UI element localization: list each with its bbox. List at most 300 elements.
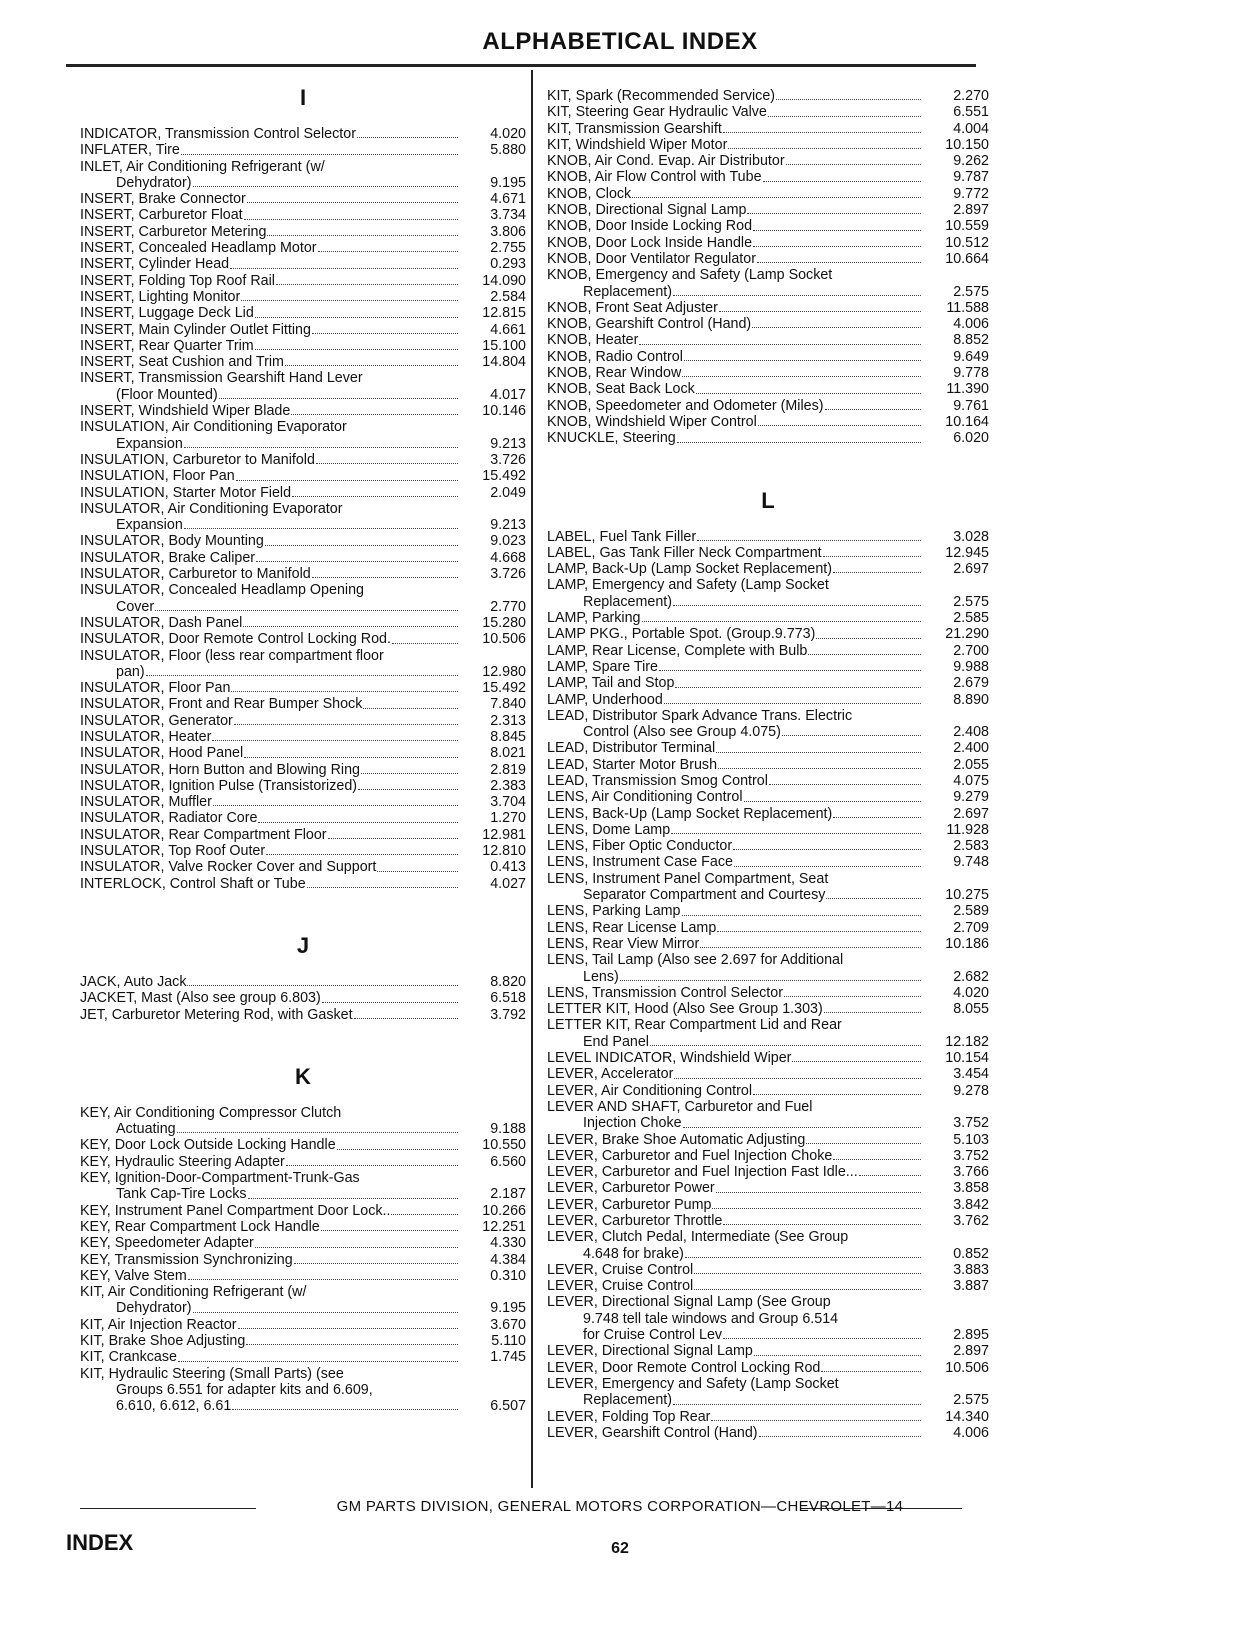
entry-page-ref: 0.293 <box>490 256 526 273</box>
entry-label: pan) <box>116 663 145 680</box>
index-entry-line <box>80 517 526 533</box>
entry-page-ref: 4.330 <box>490 1235 526 1252</box>
entry-page-ref: 4.006 <box>953 1424 989 1441</box>
entry-label: LEVER, Cruise Control <box>547 1278 694 1295</box>
entry-page-ref: 2.697 <box>953 561 989 578</box>
entry-label: (Floor Mounted) <box>116 386 218 403</box>
index-entry-line <box>80 403 526 419</box>
index-entry <box>80 501 526 534</box>
entry-label: INSULATOR, Front and Rear Bumper Shock <box>80 696 363 713</box>
dot-leader <box>184 528 458 529</box>
entry-label: KEY, Ignition-Door-Compartment-Trunk-Gas <box>80 1170 360 1187</box>
entry-page-ref: 2.313 <box>490 712 526 729</box>
index-entry <box>80 191 526 207</box>
dot-leader <box>255 317 458 318</box>
entry-page-ref: 10.146 <box>482 403 526 420</box>
left-column <box>80 80 526 1414</box>
index-entry <box>547 153 989 169</box>
index-entry <box>80 1154 526 1170</box>
entry-label: INSULATOR, Carburetor to Manifold <box>80 566 311 583</box>
entry-label: LEVER, Door Remote Control Locking Rod <box>547 1359 821 1376</box>
index-entry-line <box>80 142 526 158</box>
index-entry-line <box>80 322 526 338</box>
entry-page-ref: 9.278 <box>953 1082 989 1099</box>
entry-page-ref: 2.187 <box>490 1186 526 1203</box>
index-entry-line <box>547 594 989 610</box>
entry-page-ref: 2.400 <box>953 740 989 757</box>
entry-page-ref: 14.340 <box>945 1408 989 1425</box>
entry-label: LAMP, Back-Up (Lamp Socket Replacement) <box>547 561 833 578</box>
entry-page-ref: 10.559 <box>945 218 989 235</box>
dot-leader <box>291 414 458 415</box>
index-entry <box>80 1105 526 1138</box>
entry-label: KEY, Speedometer Adapter <box>80 1235 254 1252</box>
index-entry <box>547 545 989 561</box>
index-entry <box>80 778 526 794</box>
index-entry <box>80 289 526 305</box>
entry-label: INSULATOR, Valve Rocker Cover and Support <box>80 859 377 876</box>
index-entry-line <box>547 1409 989 1425</box>
dot-leader <box>316 463 458 464</box>
index-entry-line <box>80 664 526 680</box>
index-entry <box>547 1083 989 1099</box>
index-entry-line <box>547 1001 989 1017</box>
entry-page-ref: 2.697 <box>953 805 989 822</box>
entry-label: KIT, Windshield Wiper Motor <box>547 136 728 153</box>
dot-leader <box>286 1165 458 1166</box>
entry-label: INLET, Air Conditioning Refrigerant (w/ <box>80 158 325 175</box>
index-entry <box>80 876 526 892</box>
index-entry-line <box>80 810 526 826</box>
index-entry <box>80 990 526 1006</box>
dot-leader <box>833 817 921 818</box>
dot-leader <box>230 268 458 269</box>
column-divider <box>531 70 533 1488</box>
index-entry <box>80 452 526 468</box>
entry-label: KNOB, Emergency and Safety (Lamp Socket <box>547 267 833 284</box>
entry-page-ref: 12.810 <box>482 843 526 860</box>
index-entry <box>547 708 989 741</box>
index-entry-line <box>547 349 989 365</box>
dot-leader <box>363 708 458 709</box>
entry-label: LABEL, Gas Tank Filler Neck Compartment <box>547 544 822 561</box>
dot-leader <box>392 643 458 644</box>
index-entry-line <box>547 1017 989 1033</box>
index-entry-line <box>547 104 989 120</box>
index-entry-line <box>80 419 526 435</box>
index-entry-line <box>547 300 989 316</box>
index-entry-line <box>80 762 526 778</box>
dot-leader <box>181 154 458 155</box>
entry-label: Replacement) <box>583 1392 672 1409</box>
index-entry <box>80 240 526 256</box>
entry-page-ref: 2.383 <box>490 777 526 794</box>
index-entry <box>547 398 989 414</box>
entry-label: INSERT, Main Cylinder Outlet Fitting <box>80 321 311 338</box>
index-entry-line <box>80 582 526 598</box>
entry-label: LAMP, Tail and Stop <box>547 675 675 692</box>
index-entry-line <box>547 789 989 805</box>
entry-page-ref: 6.560 <box>490 1153 526 1170</box>
dot-leader <box>675 687 921 688</box>
index-entry-line <box>547 854 989 870</box>
entry-label: LEVER, Carburetor Throttle <box>547 1213 723 1229</box>
index-entry <box>547 936 989 952</box>
entry-label: KIT, Crankcase <box>80 1349 177 1366</box>
dot-leader <box>620 980 921 981</box>
entry-label: KEY, Transmission Synchronizing <box>80 1251 293 1268</box>
entry-label: INSULATOR, Generator <box>80 712 233 729</box>
index-entry <box>80 1284 526 1317</box>
dot-leader <box>716 752 921 753</box>
entry-label: KIT, Transmission Gearshift <box>547 120 722 137</box>
entry-page-ref: 3.726 <box>490 566 526 583</box>
entry-label: KIT, Air Injection Reactor <box>80 1316 237 1333</box>
dot-leader <box>265 545 458 546</box>
index-entry-line <box>547 284 989 300</box>
dot-leader <box>723 1224 921 1225</box>
index-entry-line <box>547 903 989 919</box>
entry-label: INSULATOR, Door Remote Control Locking Rod. <box>80 631 391 648</box>
entry-page-ref: 9.787 <box>953 169 989 186</box>
index-entry-line <box>547 969 989 985</box>
dot-leader <box>859 1175 921 1176</box>
index-entry-line <box>80 468 526 484</box>
index-entry <box>547 903 989 919</box>
entry-page-ref: 12.980 <box>482 663 526 680</box>
index-entry-line <box>547 561 989 577</box>
index-entry-line <box>547 1343 989 1359</box>
dot-leader <box>328 838 458 839</box>
entry-label: INSERT, Carburetor Metering <box>80 223 267 240</box>
index-entry <box>547 1197 989 1213</box>
dot-leader <box>146 675 458 676</box>
entry-page-ref: 15.492 <box>482 680 526 697</box>
entry-label: INSERT, Transmission Gearshift Hand Lever <box>80 370 363 387</box>
dot-leader <box>833 1159 921 1160</box>
entry-page-ref: 7.840 <box>490 696 526 713</box>
dot-leader <box>823 556 921 557</box>
index-entry-line <box>547 316 989 332</box>
dot-leader <box>694 1289 921 1290</box>
page-title: ALPHABETICAL INDEX <box>482 28 758 55</box>
dot-leader <box>266 854 458 855</box>
entry-page-ref: 1.270 <box>490 810 526 827</box>
index-entry-line <box>547 1392 989 1408</box>
entry-page-ref: 3.792 <box>490 1006 526 1023</box>
index-entry <box>547 121 989 137</box>
entry-page-ref: 10.664 <box>945 250 989 267</box>
entry-page-ref: 3.806 <box>490 223 526 240</box>
entry-page-ref: 9.772 <box>953 185 989 202</box>
index-entry <box>547 1262 989 1278</box>
index-entry-line <box>80 1349 526 1365</box>
entry-page-ref: 12.945 <box>945 544 989 561</box>
index-entry-line <box>547 822 989 838</box>
index-entry-line <box>547 985 989 1001</box>
entry-label: INSERT, Brake Connector <box>80 191 246 208</box>
index-entry-line <box>547 202 989 218</box>
entry-label: Groups 6.551 for adapter kits and 6.609, <box>116 1381 373 1398</box>
entry-label: KNOB, Directional Signal Lamp <box>547 202 747 219</box>
entry-page-ref: 6.551 <box>953 104 989 121</box>
entry-page-ref: 2.270 <box>953 88 989 104</box>
entry-page-ref: 8.890 <box>953 691 989 708</box>
entry-page-ref: 11.588 <box>946 299 989 316</box>
entry-label: LEVER, Carburetor Power <box>547 1180 715 1197</box>
entry-label: INSERT, Lighting Monitor <box>80 288 241 305</box>
index-entry <box>547 251 989 267</box>
entry-page-ref: 3.752 <box>953 1147 989 1164</box>
index-entry-line <box>547 920 989 936</box>
index-entry-line <box>547 1327 989 1343</box>
dot-leader <box>753 246 921 247</box>
index-entry <box>547 1132 989 1148</box>
entry-label: LAMP PKG., Portable Spot. (Group.9.773) <box>547 626 816 643</box>
index-entry-line <box>80 240 526 256</box>
entry-page-ref: 9.761 <box>953 397 989 414</box>
entry-page-ref: 10.550 <box>482 1137 526 1154</box>
dot-leader <box>294 1263 458 1264</box>
dot-leader <box>256 561 458 562</box>
entry-page-ref: 2.585 <box>953 610 989 627</box>
dot-leader <box>723 132 921 133</box>
index-entry <box>80 1317 526 1333</box>
entry-page-ref: 4.027 <box>490 875 526 892</box>
entry-label: LEVER, Air Conditioning Control <box>547 1082 753 1099</box>
index-entry <box>80 370 526 403</box>
index-entry <box>547 381 989 397</box>
index-entry <box>80 485 526 501</box>
index-entry-line <box>547 121 989 137</box>
dot-leader <box>759 1436 921 1437</box>
index-entry <box>547 854 989 870</box>
index-entry-line <box>547 398 989 414</box>
dot-leader <box>377 871 458 872</box>
dot-leader <box>187 985 458 986</box>
index-entry-line <box>80 1235 526 1251</box>
entry-label: LEVER, Directional Signal Lamp <box>547 1343 753 1360</box>
index-entry <box>80 713 526 729</box>
index-entry-line <box>80 1382 526 1398</box>
entry-page-ref: 8.055 <box>953 1001 989 1018</box>
index-entry-line <box>547 1132 989 1148</box>
entry-page-ref: 10.150 <box>945 136 989 153</box>
entry-label: LEVER, Directional Signal Lamp (See Group <box>547 1294 831 1311</box>
entry-label: LAMP, Spare Tire <box>547 658 658 675</box>
index-entry <box>547 1066 989 1082</box>
entry-page-ref: 2.589 <box>953 903 989 920</box>
entry-label: INSULATOR, Dash Panel <box>80 614 243 631</box>
index-entry-line <box>80 778 526 794</box>
index-entry-line <box>547 740 989 756</box>
entry-page-ref: 9.195 <box>490 174 526 191</box>
entry-label: INSULATOR, Radiator Core <box>80 810 258 827</box>
dot-leader <box>321 1230 458 1231</box>
entry-label: INSULATOR, Horn Button and Blowing Ring <box>80 761 360 778</box>
section-heading: L <box>761 487 775 513</box>
index-entry-line <box>547 1229 989 1245</box>
dot-leader <box>255 1247 458 1248</box>
dot-leader <box>244 757 458 758</box>
index-entry-line <box>547 1425 989 1441</box>
index-entry <box>547 202 989 218</box>
entry-label: LEVER, Carburetor and Fuel Injection Choke <box>547 1147 833 1164</box>
index-entry-line <box>547 871 989 887</box>
index-entry-line <box>547 1099 989 1115</box>
entry-label: INSERT, Rear Quarter Trim <box>80 337 254 354</box>
entry-label: INSULATOR, Rear Compartment Floor <box>80 826 327 843</box>
entry-label: LENS, Back-Up (Lamp Socket Replacement) <box>547 805 833 822</box>
dot-leader <box>754 1355 921 1356</box>
index-entry-line <box>547 267 989 283</box>
entry-label: LEVEL INDICATOR, Windshield Wiper <box>547 1050 792 1067</box>
dot-leader <box>673 295 921 296</box>
index-entry <box>547 88 989 104</box>
entry-label: LENS, Instrument Panel Compartment, Seat <box>547 870 829 887</box>
entry-label: KNOB, Front Seat Adjuster <box>547 299 718 316</box>
entry-page-ref: 0.852 <box>953 1245 989 1262</box>
index-entry <box>80 273 526 289</box>
dot-leader <box>734 866 921 867</box>
index-entry-line <box>547 1360 989 1376</box>
section-gap <box>80 1023 526 1059</box>
index-entry-line <box>547 724 989 740</box>
entry-label: INSULATOR, Body Mounting <box>80 533 264 550</box>
index-entry <box>80 1219 526 1235</box>
entry-label: Separator Compartment and Courtesy <box>583 887 826 904</box>
index-entry <box>80 1349 526 1365</box>
entry-label: INSULATOR, Concealed Headlamp Opening <box>80 582 364 599</box>
index-entry-line <box>80 452 526 468</box>
index-entry <box>547 218 989 234</box>
entry-label: LENS, Fiber Optic Conductor <box>547 838 733 855</box>
entry-page-ref: 3.887 <box>953 1278 989 1295</box>
index-entry-line <box>80 338 526 354</box>
index-entry-line <box>80 207 526 223</box>
index-entry <box>80 680 526 696</box>
entry-page-ref: 4.006 <box>953 316 989 333</box>
dot-leader <box>712 1208 921 1209</box>
index-entry-line <box>547 235 989 251</box>
entry-label: 4.648 for brake) <box>583 1245 684 1262</box>
section-heading: J <box>296 932 310 958</box>
dot-leader <box>716 1192 921 1193</box>
dot-leader <box>285 365 458 366</box>
entry-label: KNOB, Air Flow Control with Tube <box>547 169 762 186</box>
entry-label: LENS, Air Conditioning Control <box>547 789 743 806</box>
dot-leader <box>241 300 458 301</box>
dot-leader <box>824 1012 921 1013</box>
index-entry-line <box>80 1154 526 1170</box>
entry-page-ref: 3.670 <box>490 1316 526 1333</box>
index-entry <box>547 1425 989 1441</box>
entry-page-ref: 12.981 <box>482 826 526 843</box>
entry-page-ref: 2.584 <box>490 288 526 305</box>
index-entry-line <box>547 1376 989 1392</box>
entry-label: LAMP, Underhood <box>547 691 663 708</box>
entry-label: KNOB, Windshield Wiper Control <box>547 413 757 430</box>
dot-leader <box>632 197 921 198</box>
entry-label: INSERT, Carburetor Float <box>80 207 243 224</box>
entry-page-ref: 10.266 <box>482 1202 526 1219</box>
dot-leader <box>232 1409 458 1410</box>
index-entry-line <box>80 224 526 240</box>
index-entry-line <box>547 332 989 348</box>
index-entry <box>547 1343 989 1359</box>
index-entry <box>80 1203 526 1219</box>
dot-leader <box>757 262 921 263</box>
entry-label: INSULATION, Carburetor to Manifold <box>80 451 315 468</box>
index-entry-line <box>80 794 526 810</box>
dot-leader <box>247 202 458 203</box>
page-number: 62 <box>611 1540 629 1557</box>
dot-leader <box>391 1214 458 1215</box>
entry-page-ref: 2.055 <box>953 756 989 773</box>
index-entry <box>547 822 989 838</box>
entry-label: LEVER, Emergency and Safety (Lamp Socket <box>547 1375 839 1392</box>
dot-leader <box>673 1404 921 1405</box>
entry-page-ref: 9.023 <box>490 533 526 550</box>
index-entry-line <box>80 1366 526 1382</box>
index-entry-line <box>80 859 526 875</box>
dot-leader <box>322 1002 458 1003</box>
dot-leader <box>358 789 458 790</box>
index-entry-line <box>80 1284 526 1300</box>
entry-label: INSERT, Cylinder Head <box>80 256 230 273</box>
index-entry <box>547 414 989 430</box>
entry-page-ref: 9.279 <box>953 789 989 806</box>
section-heading: I <box>299 85 307 110</box>
dot-leader <box>219 398 458 399</box>
entry-page-ref: 2.682 <box>953 968 989 985</box>
index-entry-line <box>547 952 989 968</box>
index-entry <box>547 985 989 1001</box>
dot-leader <box>733 849 921 850</box>
dot-leader <box>806 1143 921 1144</box>
index-entry-line <box>80 680 526 696</box>
index-entry-line <box>80 1170 526 1186</box>
entry-label: KNOB, Seat Back Lock <box>547 381 695 398</box>
index-entry-line <box>547 1050 989 1066</box>
index-entry <box>547 430 989 446</box>
dot-leader <box>255 349 458 350</box>
entry-label: KEY, Valve Stem <box>80 1267 187 1284</box>
entry-label: Injection Choke <box>583 1115 682 1132</box>
dot-leader <box>659 670 921 671</box>
dot-leader <box>674 1078 921 1079</box>
index-entry-line <box>80 370 526 386</box>
entry-label: KNOB, Speedometer and Odometer (Miles) <box>547 397 824 414</box>
dot-leader <box>243 626 458 627</box>
dot-leader <box>354 1018 458 1019</box>
index-entry-line <box>80 1300 526 1316</box>
index-entry-line <box>547 936 989 952</box>
entry-label: KNUCKLE, Steering <box>547 430 676 447</box>
dot-leader <box>357 137 458 138</box>
index-entry-line <box>80 1007 526 1023</box>
entry-label: LENS, Rear View Mirror <box>547 935 700 952</box>
index-entry-line <box>547 643 989 659</box>
entry-label: LEAD, Starter Motor Brush <box>547 756 718 773</box>
dot-leader <box>833 572 921 573</box>
index-entry <box>80 1268 526 1284</box>
entry-label: JET, Carburetor Metering Rod, with Gasket <box>80 1006 353 1023</box>
entry-page-ref: 9.748 <box>953 854 989 871</box>
entry-page-ref: 8.021 <box>490 745 526 762</box>
index-entry-line <box>547 545 989 561</box>
dot-leader <box>193 1312 459 1313</box>
